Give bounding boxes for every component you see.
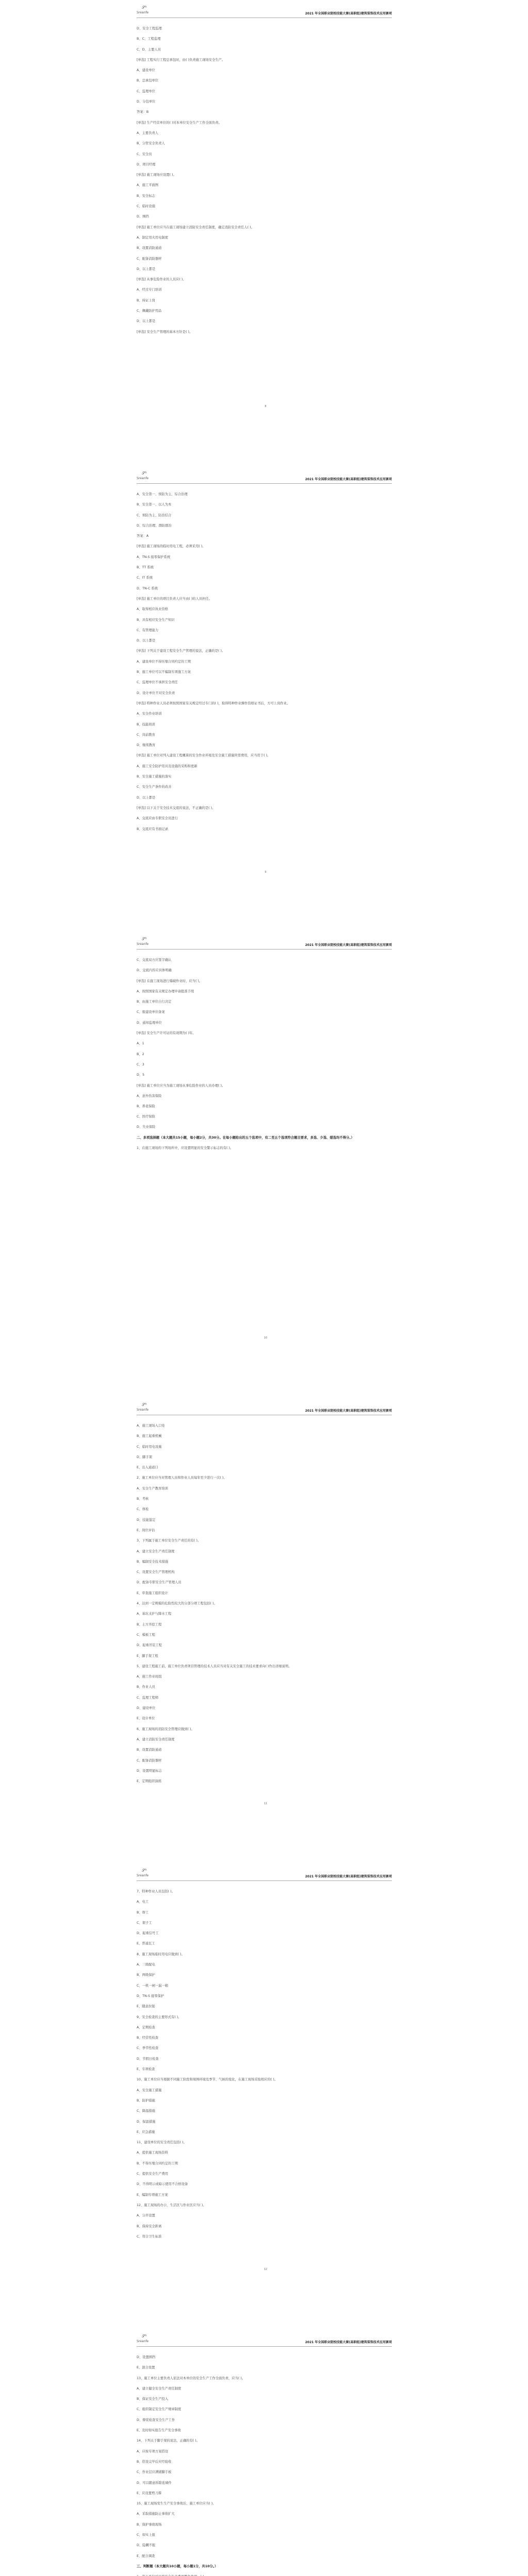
text-line: C、安全生产条件的改善 xyxy=(137,785,172,789)
text-line: A、施工安全防护用具及设施的采购和更新 xyxy=(137,764,197,768)
text-line: D、项目经理 xyxy=(137,162,156,166)
page xyxy=(0,1397,528,1863)
brand-text: Sreanfe xyxy=(137,1408,149,1412)
text-line: D、以上都是 xyxy=(137,319,156,324)
section-heading: 三、判断题（本大题共10小题，每小题1分，共10分。） xyxy=(137,2564,218,2568)
text-line xyxy=(137,1227,392,1237)
text-line xyxy=(137,2572,392,2576)
text-line: [单选] 施工现场的临时用电工程，必须采用( )。 xyxy=(137,545,206,549)
text-line: 5、建设工程施工前，施工单位负责项目管理的技术人员应当对有关安全施工的技术要求向( )作出详细说明。 xyxy=(137,1664,292,1668)
brand-text: Sreanfe xyxy=(137,477,149,480)
text-line: E、审查施工组织设计 xyxy=(137,1591,168,1595)
brand-logo xyxy=(137,937,168,948)
page-header xyxy=(137,471,392,484)
brand-logo xyxy=(137,5,168,16)
page-number: 8 xyxy=(265,405,267,408)
text-line: C、架子工 xyxy=(137,1921,152,1925)
text-line: C、组织制定安全生产规章制度 xyxy=(137,2408,182,2412)
text-line: 答案：B xyxy=(137,110,149,114)
text-line xyxy=(137,1164,392,1175)
brand-text: Sreanfe xyxy=(137,942,149,946)
text-line: C、3 xyxy=(137,1062,144,1066)
text-line: A、1 xyxy=(137,1042,144,1046)
text-line: B、C、工程监理 xyxy=(137,37,161,41)
brand-mark: 𝒮⁰ xyxy=(142,471,147,476)
text-line xyxy=(137,337,392,348)
text-line: D、以上都是 xyxy=(137,267,156,271)
text-line: D、以上都是 xyxy=(137,795,156,800)
text-line: B、保持安全距离 xyxy=(137,2224,162,2228)
text-line: A、制定用火用电制度 xyxy=(137,235,168,240)
text-line: E、随意拉接 xyxy=(137,2005,155,2009)
text-line: B、安全施工措施的落实 xyxy=(137,775,172,779)
text-line: E、出入通道口 xyxy=(137,1466,158,1470)
text-line: C、配备消防器材 xyxy=(137,1758,162,1762)
text-line: A、意外伤害保险 xyxy=(137,1094,162,1098)
text-line: [单选] 从事危险作业的人员应( )。 xyxy=(137,278,186,282)
text-line: B、土方开挖工程 xyxy=(137,1622,162,1626)
text-line: D、建设单位 xyxy=(137,1706,156,1710)
text-line: D、脚手架 xyxy=(137,1455,153,1459)
text-line: E、编制专项施工方案 xyxy=(137,2193,168,2197)
text-line: D、安全工程监理 xyxy=(137,27,162,30)
text-line xyxy=(137,1154,392,1164)
brand-mark: 𝒮⁰ xyxy=(142,937,147,941)
header-title: 2021 年全国职业院校技能大赛(高职组)建筑装饰技术应用赛项 xyxy=(305,12,392,15)
text-line: E、定期组织演练 xyxy=(137,1780,162,1784)
page-header xyxy=(137,1868,392,1881)
page-number: 11 xyxy=(263,1802,268,1805)
text-line xyxy=(137,1311,392,1321)
text-line xyxy=(137,348,392,358)
text-line: C、符合卫生标准 xyxy=(137,2234,162,2239)
brand-mark: 𝒮⁰ xyxy=(142,2334,147,2338)
text-line: D、不得明示或暗示使用不合格设备 xyxy=(137,2182,188,2187)
text-line: D、综合治理、群防群治 xyxy=(137,523,172,528)
text-line: B、技能培训 xyxy=(137,722,155,726)
text-line: D、分包单位 xyxy=(137,100,156,104)
text-line xyxy=(137,1258,392,1268)
brand-mark: 𝒮⁰ xyxy=(142,1868,147,1873)
page-header xyxy=(137,1402,392,1415)
text-line: 7、特种作业人员包括( )。 xyxy=(137,1890,175,1893)
text-line: C、体检 xyxy=(137,1507,149,1512)
text-line: B、交底应有书面记录 xyxy=(137,827,168,831)
brand-logo xyxy=(137,2334,168,2345)
text-line: C、临时用电设施 xyxy=(137,1445,162,1449)
text-line: 13、施工单位主要负责人依法对本单位的安全生产工作全面负责，应当( )。 xyxy=(137,2376,245,2380)
text-line: B、施工单位可以不编制专项施工方案 xyxy=(137,670,191,674)
text-line: A、安全施工措施 xyxy=(137,2088,162,2092)
text-line xyxy=(137,1248,392,1258)
section-heading: 二、多项选择题（本大题共15小题，每小题2分，共30分。在每小题给出的五个选项中，有二至五个选项符合题目要求，多选、少选、错选均不得分。） xyxy=(137,1136,354,1140)
text-line: C、如实上报 xyxy=(137,2533,155,2537)
page xyxy=(0,1863,528,2329)
text-line: [单选] 施工单位对列入建设工程概算的安全作业环境及安全施工措施所需费用，应当用于( )。 xyxy=(137,754,271,758)
page-body xyxy=(137,955,392,1321)
text-line xyxy=(137,1216,392,1227)
text-line xyxy=(137,1196,392,1206)
text-line: A、经过专门培训 xyxy=(137,288,162,292)
text-line: C、有管理能力 xyxy=(137,628,159,632)
text-line: C、D、主要人员 xyxy=(137,47,161,52)
text-line: [单选] 生产经营单位的( )对本单位安全生产工作全面负责。 xyxy=(137,121,222,125)
text-line xyxy=(137,1269,392,1279)
text-line: 14、下列关于脚手架的说法，正确的有( )。 xyxy=(137,2439,200,2443)
text-line: D、督促检查安全生产工作 xyxy=(137,2418,175,2422)
text-line: D、节假日检查 xyxy=(137,2057,159,2061)
page-body xyxy=(137,1421,392,1787)
page-number: 12 xyxy=(263,2268,268,2271)
brand-text: Sreanfe xyxy=(137,1874,149,1877)
text-line: B、编制安全技术措施 xyxy=(137,1560,168,1564)
text-line: C、佩戴防护用品 xyxy=(137,309,162,313)
text-line: B、设置消防通道 xyxy=(137,246,162,250)
text-line: [单选] 下列关于建设工程安全生产管理的说法，正确的是( )。 xyxy=(137,649,225,653)
text-line xyxy=(137,379,392,389)
text-line: C、设置安全生产管理机构 xyxy=(137,1570,175,1574)
text-line: A、施工平面图 xyxy=(137,183,159,188)
text-line: A、主要负责人 xyxy=(137,131,159,135)
brand-mark: 𝒮⁰ xyxy=(142,1402,147,1407)
text-line: 答案：A xyxy=(137,534,149,538)
text-line: C、监理单位 xyxy=(137,89,155,93)
text-line: A、安全生产教育培训 xyxy=(137,1486,168,1490)
text-line: D、TN-S 接零保护 xyxy=(137,1994,164,1998)
text-line: A、建立安全生产责任制度 xyxy=(137,1549,175,1553)
text-line: 1、在施工现场的下列场所中，应设置明显的安全警示标志的有( )。 xyxy=(137,1146,234,1150)
text-line: [单选] 安全生产许可证的有效期为( )年。 xyxy=(137,1031,196,1036)
text-line: A、采取措施防止事故扩大 xyxy=(137,2512,175,2516)
text-line: A、安全第一、预防为主、综合治理 xyxy=(137,493,188,496)
text-line: A、分开设置 xyxy=(137,2214,155,2218)
text-line: [单选] 施工单位应当为施工现场从事危险作业的人员办理( )。 xyxy=(137,1083,225,1088)
text-line: B、作业人员 xyxy=(137,1685,155,1689)
text-line: B、施工起重机械 xyxy=(137,1434,162,1438)
text-line: D、以上都是 xyxy=(137,639,156,643)
text-line: E、设计单位 xyxy=(137,1717,155,1721)
text-line: D、5 xyxy=(137,1073,145,1077)
text-line: [单选] 施工现场应设置( )。 xyxy=(137,173,176,177)
text-line: B、考核 xyxy=(137,1497,149,1501)
text-line: B、经常性检查 xyxy=(137,2036,159,2040)
page-number: 10 xyxy=(263,1336,268,1340)
text-line: A、建立健全安全生产责任制度 xyxy=(137,2386,182,2391)
text-line: D、围挡 xyxy=(137,215,149,219)
page-body xyxy=(137,1887,392,2252)
header-title: 2021 年全国职业院校技能大赛(高职组)建筑装饰技术应用赛项 xyxy=(305,478,392,481)
text-line: B、安全标志 xyxy=(137,194,155,198)
page-header xyxy=(137,5,392,18)
brand-text: Sreanfe xyxy=(137,2340,149,2343)
page-header xyxy=(137,937,392,950)
text-line: B、两级保护 xyxy=(137,1973,155,1977)
text-line: E、混合设置 xyxy=(137,2366,155,2370)
text-line: D、保温措施 xyxy=(137,2120,156,2124)
text-line xyxy=(137,1185,392,1195)
text-line: D、交底内容应具体明确 xyxy=(137,969,172,973)
page xyxy=(0,466,528,931)
text-line: B、焊工 xyxy=(137,1910,149,1914)
text-line: D、起重吊装工程 xyxy=(137,1643,162,1648)
page xyxy=(0,2329,528,2576)
text-line xyxy=(137,1238,392,1248)
page xyxy=(0,931,528,1397)
brand-text: Sreanfe xyxy=(137,11,149,14)
text-line: E、岗位评估 xyxy=(137,1528,155,1532)
text-line xyxy=(137,1175,392,1185)
text-line: A、电工 xyxy=(137,1900,149,1904)
text-line: A、施工现场入口处 xyxy=(137,1424,165,1428)
text-line: C、安全员 xyxy=(137,152,152,156)
text-line xyxy=(137,2242,392,2252)
text-line: B、TT 系统 xyxy=(137,566,154,570)
text-line: 8、施工现场临时用电应做到( )。 xyxy=(137,1952,185,1956)
text-line: B、防护措施 xyxy=(137,2098,155,2103)
text-line: [单选] 安全生产管理的基本方针是( )。 xyxy=(137,330,193,334)
text-line: C、监理工程师 xyxy=(137,1696,159,1700)
text-line: B、2 xyxy=(137,1052,144,1056)
header-title: 2021 年全国职业院校技能大赛(高职组)建筑装饰技术应用赛项 xyxy=(305,1409,392,1413)
text-line: 9、安全检查的主要形式有( )。 xyxy=(137,2015,182,2019)
header-title: 2021 年全国职业院校技能大赛(高职组)建筑装饰技术应用赛项 xyxy=(305,2341,392,2344)
text-line: 2、施工单位应当对管理人员和作业人员每年至少进行一次( )。 xyxy=(137,1476,227,1480)
text-line: D、通知监理单位 xyxy=(137,1021,162,1025)
text-line: E、专项检查 xyxy=(137,2067,155,2072)
text-line: A、施工作业班组 xyxy=(137,1675,162,1679)
text-line: B、分管安全负责人 xyxy=(137,142,165,146)
text-line xyxy=(137,369,392,379)
text-line: C、交底双方应签字确认 xyxy=(137,958,172,962)
text-line: B、具有相应安全生产知识 xyxy=(137,618,175,622)
text-line: E、配合调查 xyxy=(137,2554,155,2558)
text-line: C、作业层应满铺脚手板 xyxy=(137,2470,172,2475)
text-line: C、配备消防器材 xyxy=(137,257,162,261)
page-body xyxy=(137,2352,392,2576)
text-line: C、预防为主、防治结合 xyxy=(137,513,172,517)
text-line: A、提供施工现场资料 xyxy=(137,2151,168,2155)
text-line: A、建设单位 xyxy=(137,69,155,73)
text-line: D、起重信号工 xyxy=(137,1931,159,1936)
page-header xyxy=(137,2334,392,2347)
text-line xyxy=(137,1290,392,1300)
text-line xyxy=(137,845,392,855)
text-line xyxy=(137,1206,392,1216)
text-line: [单选] 施工单位应当在施工现场建立消防安全责任制度，确定消防安全责任人( )。 xyxy=(137,225,254,229)
text-line: B、搭设完毕后应经验收 xyxy=(137,2460,172,2464)
text-line: D、设置围挡 xyxy=(137,2355,156,2359)
text-line: B、养老保险 xyxy=(137,1104,155,1108)
header-title: 2021 年全国职业院校技能大赛(高职组)建筑装饰技术应用赛项 xyxy=(305,1875,392,1878)
text-line: A、基坑支护与降水工程 xyxy=(137,1612,172,1616)
header-title: 2021 年全国职业院校技能大赛(高职组)建筑装饰技术应用赛项 xyxy=(305,943,392,947)
text-line: E、及时如实报告生产安全事故 xyxy=(137,2429,181,2433)
text-line: 10、施工单位应当根据不同施工阶段和周围环境及季节、气候的变化，在施工现场采取相应的( )。 xyxy=(137,2078,278,2082)
text-line xyxy=(137,835,392,845)
text-line: D、设计单位不对安全负责 xyxy=(137,691,175,695)
brand-logo xyxy=(137,471,168,482)
text-line: D、配备专职安全生产管理人员 xyxy=(137,1581,182,1585)
text-line: B、不得压缩合同约定的工期 xyxy=(137,2161,178,2165)
text-line: C、岗前教育 xyxy=(137,733,155,737)
page-body xyxy=(137,489,392,855)
text-line: 15、施工现场发生生产安全事故后，施工单位应当( )。 xyxy=(137,2502,216,2506)
text-line: C、临时设施 xyxy=(137,205,155,209)
text-line: E、脚手架工程 xyxy=(137,1654,158,1658)
text-line: C、一机一闸一漏一箱 xyxy=(137,1984,169,1988)
text-line: C、IT 系统 xyxy=(137,576,153,580)
text-line: D、继续教育 xyxy=(137,743,156,748)
brand-logo xyxy=(137,1402,168,1414)
text-line: A、定期检查 xyxy=(137,2025,155,2029)
page-body xyxy=(137,24,392,389)
text-line: [单选] 在施工现场进行爆破作业时，应当( )。 xyxy=(137,979,203,983)
text-line: A、按照国家有关规定办理申请批准手续 xyxy=(137,989,194,993)
text-line: 6、施工现场的消防安全管理应做到( )。 xyxy=(137,1727,194,1731)
text-line: C、模板工程 xyxy=(137,1633,155,1637)
text-line: 3、下列属于施工单位安全生产责任的有( )。 xyxy=(137,1539,201,1543)
text-line: B、保护事故现场 xyxy=(137,2522,162,2527)
text-line: A、安全作业培训 xyxy=(137,712,162,716)
text-line: B、安全第一、以人为本 xyxy=(137,503,172,507)
text-line: D、失业保险 xyxy=(137,1125,156,1129)
text-line: 11、建设单位的安全责任包括( )。 xyxy=(137,2141,187,2145)
text-line: E、应设置剪刀撑 xyxy=(137,2491,162,2495)
text-line: D、可以随意拆除连墙件 xyxy=(137,2481,172,2485)
text-line: D、技能鉴定 xyxy=(137,1518,156,1522)
text-line: C、降温措施 xyxy=(137,2109,155,2113)
text-line: B、设置消防通道 xyxy=(137,1748,162,1752)
text-line: C、监理单位不承担安全责任 xyxy=(137,681,178,685)
text-line: C、提供安全生产费用 xyxy=(137,2172,169,2176)
text-line: A、交底应由专职安全员进行 xyxy=(137,817,178,821)
text-line: A、建立消防安全责任制度 xyxy=(137,1737,175,1741)
text-line: C、医疗保险 xyxy=(137,1115,155,1119)
text-line: A、三级配电 xyxy=(137,1963,155,1967)
text-line: A、TN-S 接零保护系统 xyxy=(137,555,171,559)
text-line: E、普通瓦工 xyxy=(137,1942,155,1946)
text-line: [单选] 工程实行工程总承包时，由( )负责施工现场安全生产。 xyxy=(137,58,225,62)
page-number: 9 xyxy=(265,871,267,874)
text-line: C、季节性检查 xyxy=(137,2046,159,2050)
text-line: 12、施工现场的办公、生活区与作业区应当( )。 xyxy=(137,2203,206,2207)
text-line: B、由施工单位自行决定 xyxy=(137,1000,172,1004)
text-line: D、隐瞒不报 xyxy=(137,2544,156,2548)
text-line: A、建设单位不得压缩合同约定的工期 xyxy=(137,659,191,664)
text-line: A、应按专项方案搭设 xyxy=(137,2449,168,2453)
text-line xyxy=(137,359,392,369)
page xyxy=(0,0,528,466)
text-line: A、取得相应执业资格 xyxy=(137,607,168,612)
text-line: D、设置明显标志 xyxy=(137,1769,162,1773)
text-line xyxy=(137,1279,392,1290)
text-line: B、保证安全生产投入 xyxy=(137,2397,168,2401)
text-line: E、应急措施 xyxy=(137,2130,155,2134)
text-line: B、持证上岗 xyxy=(137,298,155,302)
text-line: [单选] 特种作业人员必须按照国家有关规定经过专门的( )，取得特种作业操作资格证书后，方可上岗作业。 xyxy=(137,701,290,705)
brand-mark: 𝒮⁰ xyxy=(142,5,147,10)
brand-logo xyxy=(137,1868,168,1879)
text-line: 4、达到一定规模的危险性较大的分部分项工程包括( )。 xyxy=(137,1602,217,1606)
text-line xyxy=(137,1300,392,1311)
text-line: [单选] 以下关于安全技术交底的说法，不正确的是( )。 xyxy=(137,806,216,810)
text-line: D、TN-C 系统 xyxy=(137,586,158,590)
text-line: C、报建设单位备案 xyxy=(137,1010,165,1014)
text-line: B、总承包单位 xyxy=(137,79,159,83)
text-line: [单选] 施工单位的项目负责人应当由( )的人员担任。 xyxy=(137,597,212,601)
